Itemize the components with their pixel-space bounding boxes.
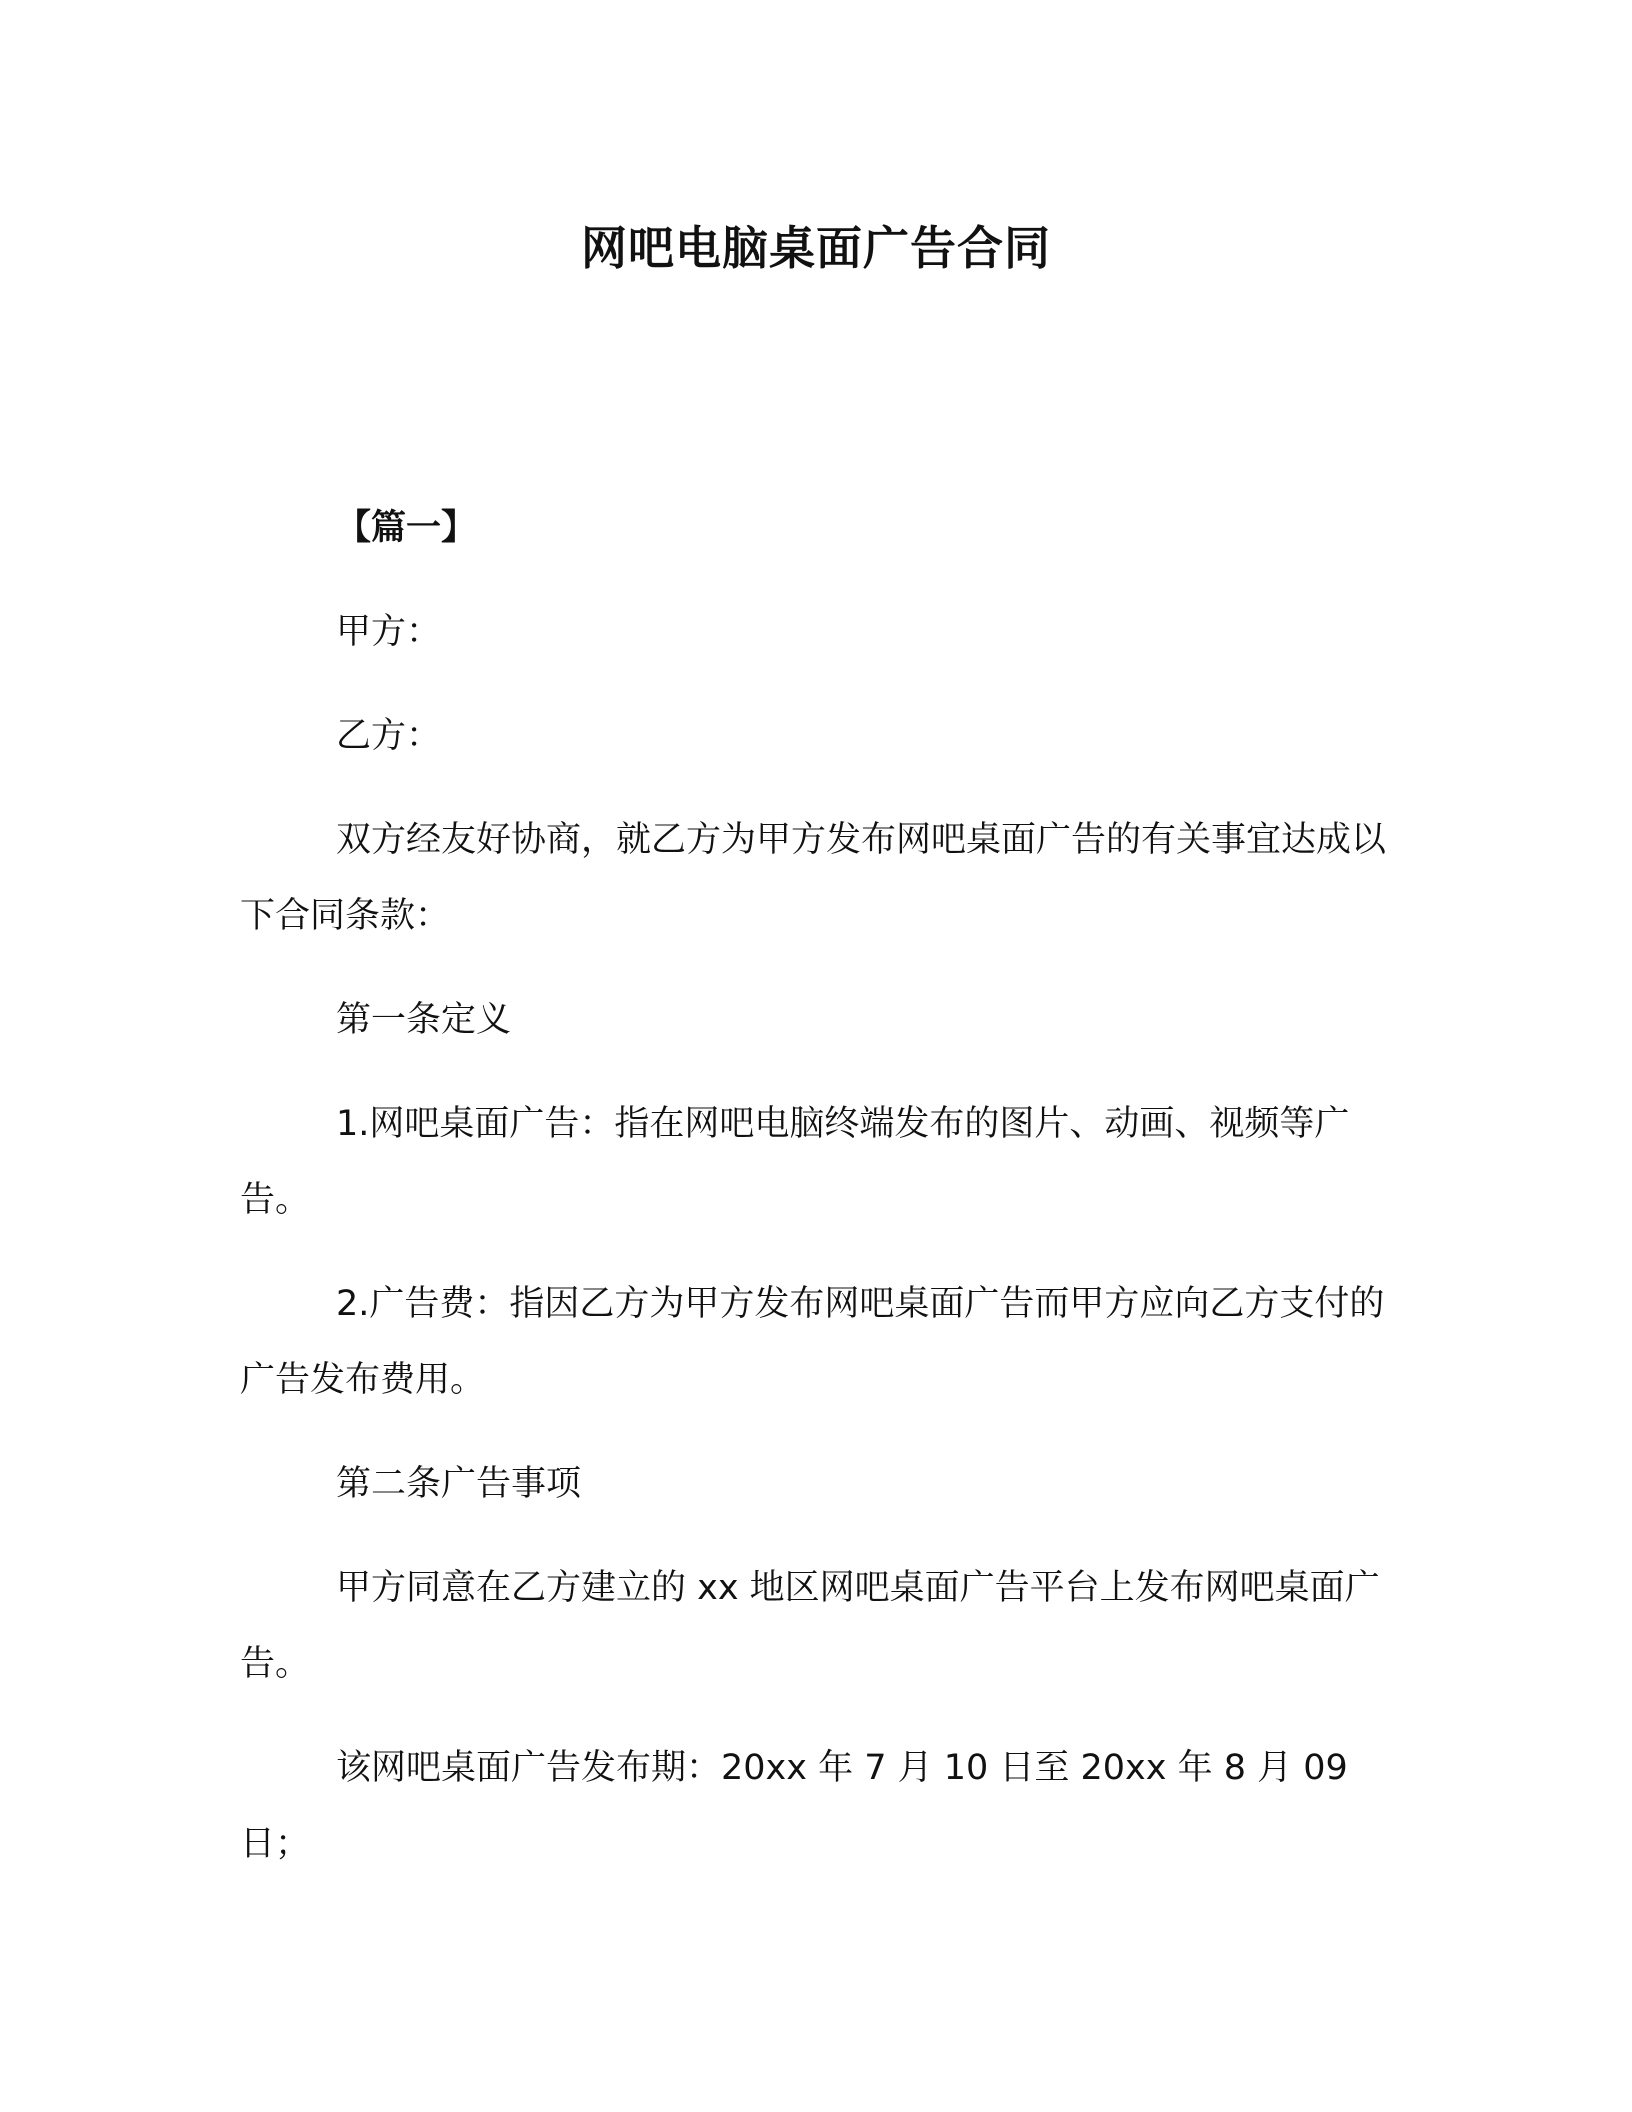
ad-period-paragraph: 该网吧桌面广告发布期：20xx 年 7 月 10 日至 20xx 年 8 月 09 日； [240, 1748, 1348, 1864]
ad-platform-paragraph: 甲方同意在乙方建立的 xx 地区网吧桌面广告平台上发布网吧桌面广告。 [240, 1568, 1380, 1684]
article-1-heading: 第一条定义 [336, 1000, 512, 1040]
intro-paragraph: 双方经友好协商，就乙方为甲方发布网吧桌面广告的有关事宜达成以下合同条款： [240, 820, 1387, 936]
section-label: 【篇一】 [336, 508, 477, 548]
article-2-heading: 第二条广告事项 [336, 1464, 582, 1504]
party-b-line: 乙方： [336, 716, 442, 756]
party-a-line: 甲方： [336, 612, 442, 652]
definition-1-paragraph: 1.网吧桌面广告：指在网吧电脑终端发布的图片、动画、视频等广告。 [240, 1104, 1350, 1220]
document-title: 网吧电脑桌面广告合同 [581, 221, 1051, 275]
definition-2-paragraph: 2.广告费：指因乙方为甲方发布网吧桌面广告而甲方应向乙方支付的广告发布费用。 [240, 1284, 1385, 1400]
